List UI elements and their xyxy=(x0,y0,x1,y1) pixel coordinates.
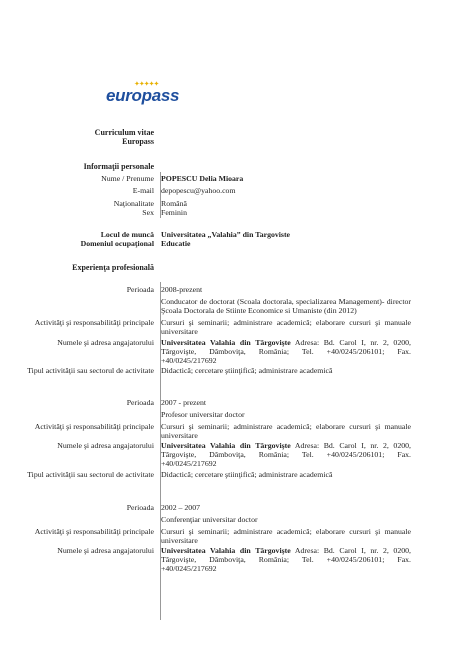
europass-logo xyxy=(94,80,184,112)
email-label: E-mail xyxy=(132,186,154,195)
activities-value: Cursuri şi seminarii; administrare academică; elaborare cursuri şi manuale universitare xyxy=(161,527,411,545)
activities-label: Activităţi şi responsabilităţi principale xyxy=(34,318,154,327)
experience-section-title: Experienţa profesională xyxy=(72,263,154,272)
logo-text: europass xyxy=(106,86,180,105)
nationality-value: Română xyxy=(161,199,187,208)
sex-label: Sex xyxy=(142,208,154,217)
cv-title: Curriculum vitae Europass xyxy=(94,128,154,146)
domain-value: Educatie xyxy=(161,239,191,248)
sex-value: Feminin xyxy=(161,208,187,217)
job-title: Conducator de doctorat (Scoala doctorala, specializarea Management)- director Şcoala Doctorala de Stiinte Economice si Umaniste (din 2012) xyxy=(161,297,411,315)
job-title: Conferenţiar universitar doctor xyxy=(161,515,258,524)
name-label: Nume / Prenume xyxy=(101,174,154,183)
employer-value xyxy=(161,546,411,573)
employer-address: Adresa: Bd. Carol I, nr. 2, 0200, Târgovişte, Dâmboviţa, România; Tel. +40/0245/206101; Fax. +40/0245/217692 xyxy=(161,441,411,468)
workplace-value: Universitatea „Valahia” din Targoviste xyxy=(161,230,291,239)
employer-label: Numele şi adresa angajatorului xyxy=(57,338,154,347)
job-title: Profesor universitar doctor xyxy=(161,410,245,419)
period-value: 2007 - prezent xyxy=(161,398,207,407)
activity-type-label: Tipul activităţii sau sectorul de activitate xyxy=(27,366,154,375)
personal-section-title: Informaţii personale xyxy=(83,162,154,171)
period-label: Perioada xyxy=(126,398,154,407)
employer-name: Universitatea Valahia din Târgovişte xyxy=(161,441,291,450)
employer-value xyxy=(161,338,411,365)
email-value: depopescu@yahoo.com xyxy=(161,186,236,195)
activities-value: Cursuri şi seminarii; administrare academică; elaborare cursuri şi manuale universitare xyxy=(161,318,411,336)
workplace-label: Locul de muncă xyxy=(100,230,154,239)
employer-address: Adresa: Bd. Carol I, nr. 2, 0200, Târgovişte, Dâmboviţa, România; Tel. +40/0245/206101; Fax. +40/0245/217692 xyxy=(161,546,411,573)
activity-type-value: Didactică; cercetare ştiinţifică; administrare academică xyxy=(161,470,333,479)
period-label: Perioada xyxy=(126,285,154,294)
employer-value xyxy=(161,441,411,468)
period-value: 2008-prezent xyxy=(161,285,203,294)
activity-type-label: Tipul activităţii sau sectorul de activitate xyxy=(27,470,154,479)
employer-name: Universitatea Valahia din Târgovişte xyxy=(161,546,291,555)
stars-icon: ✦✦✦✦✦ xyxy=(134,80,159,88)
period-label: Perioada xyxy=(126,503,154,512)
employer-address: Adresa: Bd. Carol I, nr. 2, 0200, Târgovişte, Dâmboviţa, România; Tel. +40/0245/206101; Fax. +40/0245/217692 xyxy=(161,338,411,365)
activity-type-value: Didactică; cercetare ştiinţifică; administrare academică xyxy=(161,366,333,375)
period-value: 2002 – 2007 xyxy=(161,503,200,512)
activities-value: Cursuri şi seminarii; administrare academică; elaborare cursuri şi manuale universitare xyxy=(161,422,411,440)
name-value: POPESCU Delia Mioara xyxy=(161,174,244,183)
nationality-label: Naţionalitate xyxy=(113,199,154,208)
activities-label: Activităţi şi responsabilităţi principale xyxy=(34,527,154,536)
employer-label: Numele şi adresa angajatorului xyxy=(57,441,154,450)
activities-label: Activităţi şi responsabilităţi principale xyxy=(34,422,154,431)
domain-label: Domeniul ocupaţional xyxy=(80,239,154,248)
employer-label: Numele şi adresa angajatorului xyxy=(57,546,154,555)
employer-name: Universitatea Valahia din Târgovişte xyxy=(161,338,291,347)
